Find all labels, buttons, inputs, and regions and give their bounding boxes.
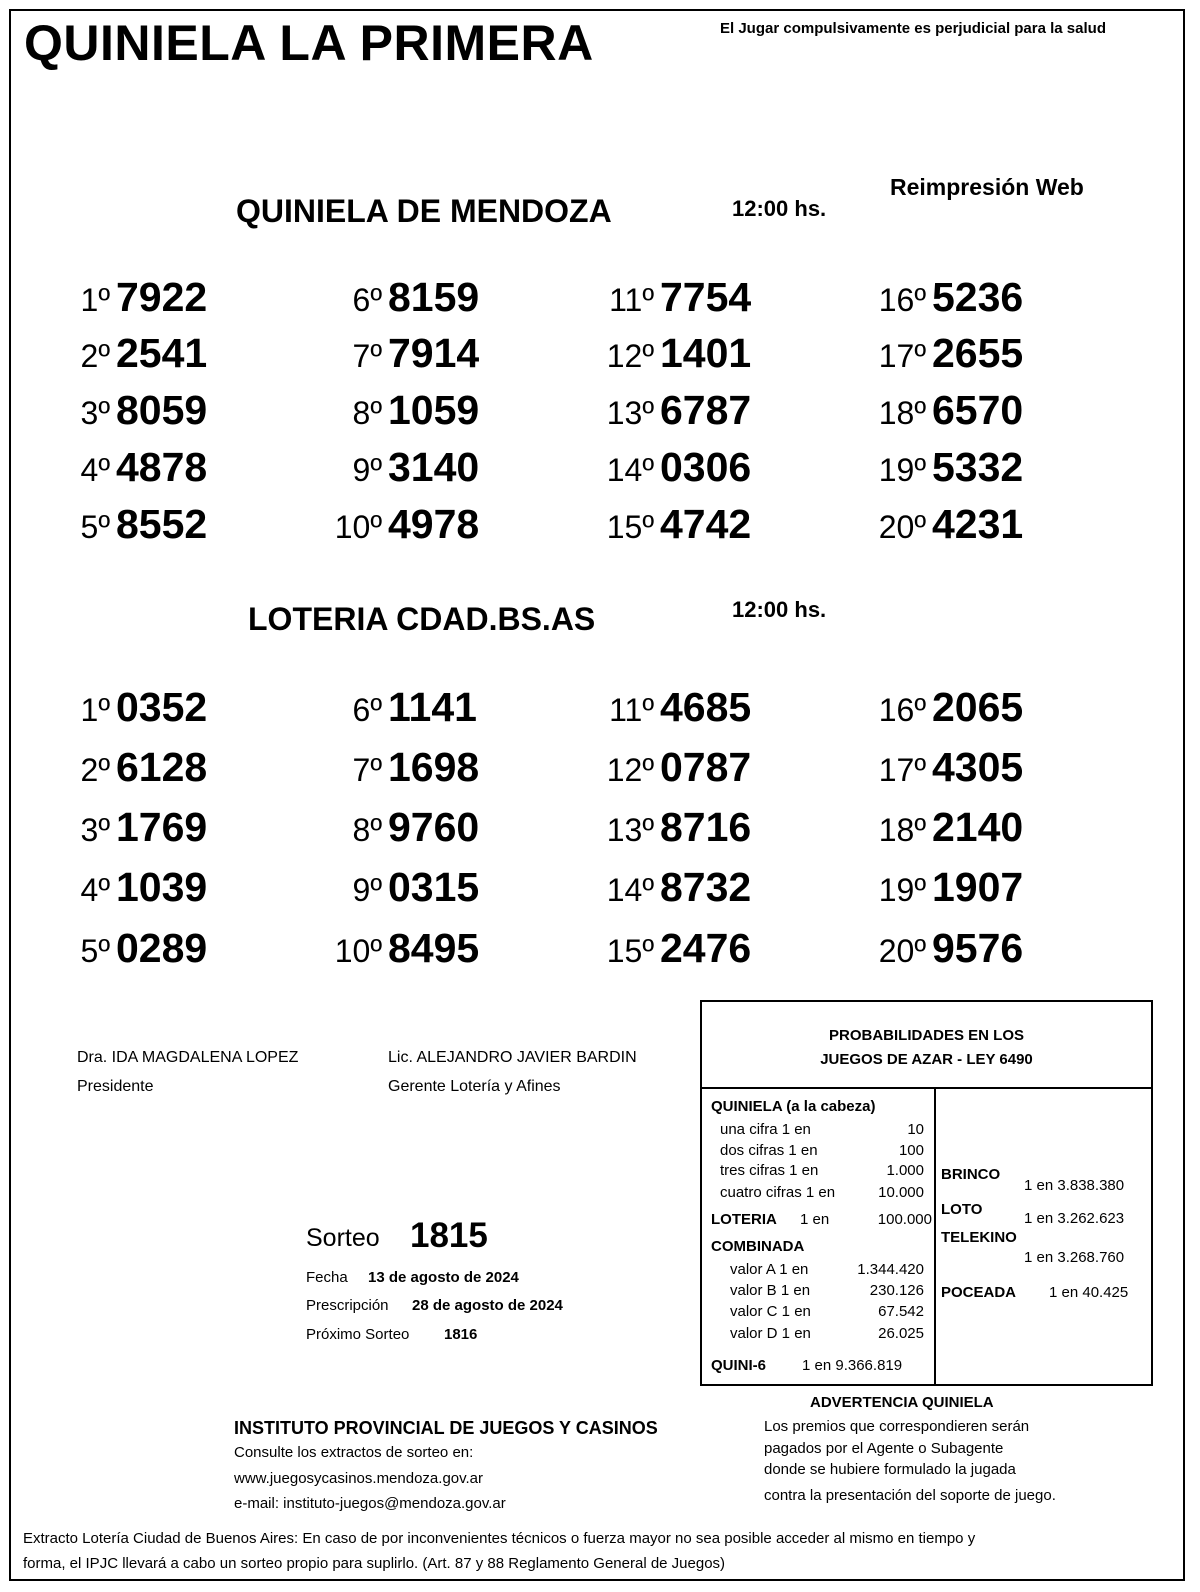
result-cell xyxy=(866,387,1023,434)
result-position: 8º xyxy=(352,812,382,848)
result-number: 0306 xyxy=(660,444,752,490)
result-cell xyxy=(322,274,479,321)
combinada-prob-row-label: valor A 1 en xyxy=(730,1261,809,1278)
result-cell xyxy=(594,387,751,434)
result-cell xyxy=(594,444,751,491)
result-cell xyxy=(322,925,479,972)
result-cell xyxy=(594,501,751,548)
prescripcion-value: 28 de agosto de 2024 xyxy=(412,1297,563,1314)
result-cell xyxy=(50,684,207,731)
result-position: 9º xyxy=(352,872,382,908)
brinco-prob-label: BRINCO xyxy=(941,1166,1001,1183)
result-cell xyxy=(594,864,751,911)
result-cell xyxy=(594,330,751,377)
result-position: 14º xyxy=(606,452,654,488)
quiniela-prob-row-value: 10 xyxy=(907,1121,924,1138)
advertencia-line: donde se hubiere formulado la jugada xyxy=(764,1461,1016,1478)
result-position: 10º xyxy=(334,509,382,545)
result-position: 19º xyxy=(878,452,926,488)
result-position: 3º xyxy=(80,395,110,431)
result-cell xyxy=(50,274,207,321)
result-position: 13º xyxy=(606,812,654,848)
fecha-value: 13 de agosto de 2024 xyxy=(368,1269,519,1286)
result-position: 11º xyxy=(609,282,654,318)
result-cell xyxy=(50,804,207,851)
loteria-prob-label: LOTERIA xyxy=(711,1211,777,1228)
result-number: 4231 xyxy=(932,501,1024,547)
quini6-prob-label: QUINI-6 xyxy=(711,1357,767,1374)
result-cell xyxy=(866,925,1023,972)
instituto-title: INSTITUTO PROVINCIAL DE JUEGOS Y CASINOS xyxy=(234,1418,658,1438)
result-position: 12º xyxy=(606,338,654,374)
advertencia-title: ADVERTENCIA QUINIELA xyxy=(810,1394,994,1411)
poceada-prob-label: POCEADA xyxy=(941,1284,1017,1301)
signature-left-name: Dra. IDA MAGDALENA LOPEZ xyxy=(77,1049,299,1066)
result-position: 5º xyxy=(80,509,110,545)
result-number: 4878 xyxy=(116,444,208,490)
result-cell xyxy=(50,744,207,791)
result-number: 8059 xyxy=(116,387,208,433)
result-number: 1907 xyxy=(932,864,1024,910)
result-number: 8159 xyxy=(388,274,480,320)
result-number: 4685 xyxy=(660,684,752,730)
result-cell xyxy=(322,744,479,791)
result-number: 1769 xyxy=(116,804,208,850)
probabilities-title xyxy=(700,1024,1153,1072)
result-position: 15º xyxy=(606,509,654,545)
result-position: 16º xyxy=(878,282,926,318)
fecha-label: Fecha xyxy=(306,1269,348,1286)
result-position: 20º xyxy=(878,509,926,545)
result-number: 8495 xyxy=(388,925,480,971)
result-number: 2140 xyxy=(932,804,1024,850)
result-number: 1141 xyxy=(388,684,477,730)
telekino-prob-label: TELEKINO xyxy=(941,1229,1017,1246)
page-title: QUINIELA LA PRIMERA xyxy=(24,15,594,71)
result-position: 18º xyxy=(878,395,926,431)
quiniela-prob-row-value: 100 xyxy=(898,1142,924,1159)
result-position: 2º xyxy=(80,338,110,374)
result-position: 7º xyxy=(352,338,382,374)
quiniela-prob-row-label: cuatro cifras 1 en xyxy=(720,1184,836,1201)
ciudad-time: 12:00 hs. xyxy=(732,597,827,622)
result-number: 2541 xyxy=(116,330,208,376)
result-cell xyxy=(594,274,751,321)
result-position: 19º xyxy=(878,872,926,908)
result-number: 5236 xyxy=(932,274,1024,320)
instituto-line1: Consulte los extractos de sorteo en: xyxy=(234,1444,474,1461)
result-cell xyxy=(594,744,751,791)
result-cell xyxy=(322,387,479,434)
result-cell xyxy=(594,925,751,972)
result-number: 2476 xyxy=(660,925,752,971)
result-number: 9760 xyxy=(388,804,480,850)
loto-prob-value: 1 en 3.262.623 xyxy=(1024,1210,1125,1227)
poceada-prob-value: 1 en 40.425 xyxy=(1049,1284,1129,1301)
result-number: 4305 xyxy=(932,744,1024,790)
result-position: 17º xyxy=(878,338,926,374)
result-cell xyxy=(866,330,1023,377)
result-cell xyxy=(866,274,1023,321)
result-number: 2065 xyxy=(932,684,1024,730)
result-position: 12º xyxy=(606,752,654,788)
combinada-prob-row-value: 230.126 xyxy=(869,1282,924,1299)
result-cell xyxy=(866,501,1023,548)
result-number: 0315 xyxy=(388,864,480,910)
combinada-prob-title: COMBINADA xyxy=(711,1238,805,1255)
result-number: 4742 xyxy=(660,501,752,547)
result-number: 7922 xyxy=(116,274,208,320)
result-number: 8716 xyxy=(660,804,752,850)
result-position: 10º xyxy=(334,933,382,969)
reprint-label: Reimpresión Web xyxy=(890,174,1084,200)
combinada-prob-row-label: valor D 1 en xyxy=(730,1325,811,1342)
footer-line1: Extracto Lotería Ciudad de Buenos Aires: En caso de por inconvenientes técnicos o fuerza mayor no sea posible acceder al mismo en tiempo y xyxy=(23,1530,976,1547)
combinada-prob-row-value: 1.344.420 xyxy=(857,1261,924,1278)
instituto-website: www.juegosycasinos.mendoza.gov.ar xyxy=(234,1470,484,1487)
result-cell xyxy=(322,501,479,548)
result-position: 1º xyxy=(80,692,110,728)
result-number: 6128 xyxy=(116,744,208,790)
gambling-warning: El Jugar compulsivamente es perjudicial para la salud xyxy=(720,20,1106,37)
result-position: 17º xyxy=(878,752,926,788)
result-number: 8552 xyxy=(116,501,208,547)
telekino-prob-value: 1 en 3.268.760 xyxy=(1024,1249,1125,1266)
result-number: 6787 xyxy=(660,387,752,433)
advertencia-line: pagados por el Agente o Subagente xyxy=(764,1440,1004,1457)
result-position: 15º xyxy=(606,933,654,969)
result-position: 2º xyxy=(80,752,110,788)
result-cell xyxy=(50,864,207,911)
result-cell xyxy=(322,864,479,911)
result-position: 6º xyxy=(352,282,382,318)
result-number: 1698 xyxy=(388,744,480,790)
result-number: 1401 xyxy=(660,330,752,376)
result-cell xyxy=(322,444,479,491)
combinada-prob-row-label: valor B 1 en xyxy=(730,1282,811,1299)
result-position: 1º xyxy=(80,282,110,318)
result-cell xyxy=(866,864,1023,911)
result-number: 1039 xyxy=(116,864,208,910)
result-cell xyxy=(866,444,1023,491)
result-number: 0289 xyxy=(116,925,208,971)
quiniela-prob-row-label: dos cifras 1 en xyxy=(720,1142,818,1159)
result-number: 4978 xyxy=(388,501,480,547)
result-number: 5332 xyxy=(932,444,1024,490)
result-number: 2655 xyxy=(932,330,1024,376)
result-number: 6570 xyxy=(932,387,1024,433)
result-cell xyxy=(50,444,207,491)
result-number: 9576 xyxy=(932,925,1024,971)
result-position: 18º xyxy=(878,812,926,848)
instituto-email: e-mail: instituto-juegos@mendoza.gov.ar xyxy=(234,1495,506,1512)
result-cell xyxy=(594,684,751,731)
result-position: 8º xyxy=(352,395,382,431)
combinada-prob-row-value: 67.542 xyxy=(878,1303,924,1320)
brinco-prob-value: 1 en 3.838.380 xyxy=(1024,1177,1125,1194)
advertencia-line: Los premios que correspondieren serán xyxy=(764,1418,1030,1435)
result-cell xyxy=(594,804,751,851)
quiniela-prob-title: QUINIELA (a la cabeza) xyxy=(711,1098,876,1115)
result-cell xyxy=(322,330,479,377)
result-number: 8732 xyxy=(660,864,752,910)
result-number: 7754 xyxy=(660,274,752,320)
signature-right-role: Gerente Lotería y Afines xyxy=(388,1078,561,1095)
quiniela-prob-row-label: una cifra 1 en xyxy=(720,1121,811,1138)
sorteo-label: Sorteo xyxy=(306,1224,380,1252)
prescripcion-label: Prescripción xyxy=(306,1297,389,1314)
result-position: 6º xyxy=(352,692,382,728)
mendoza-title: QUINIELA DE MENDOZA xyxy=(236,193,612,229)
probabilities-title-line1: PROBABILIDADES EN LOS xyxy=(828,1027,1024,1044)
probabilities-title-line2: JUEGOS DE AZAR - LEY 6490 xyxy=(820,1051,1033,1068)
result-number: 1059 xyxy=(388,387,480,433)
result-number: 0352 xyxy=(116,684,208,730)
advertencia-line: contra la presentación del soporte de juego. xyxy=(764,1487,1056,1504)
loto-prob-label: LOTO xyxy=(941,1201,983,1218)
result-position: 4º xyxy=(80,872,110,908)
quiniela-prob-row-value: 10.000 xyxy=(878,1184,924,1201)
result-position: 7º xyxy=(352,752,382,788)
result-cell xyxy=(322,684,477,731)
result-position: 16º xyxy=(878,692,926,728)
quiniela-prob-row-value: 1.000 xyxy=(886,1162,924,1179)
result-position: 4º xyxy=(80,452,110,488)
combinada-prob-row-label: valor C 1 en xyxy=(730,1303,811,1320)
result-cell xyxy=(50,330,207,377)
ciudad-title: LOTERIA CDAD.BS.AS xyxy=(248,601,596,637)
quiniela-prob-row-label: tres cifras 1 en xyxy=(720,1162,819,1179)
result-position: 20º xyxy=(878,933,926,969)
result-position: 3º xyxy=(80,812,110,848)
combinada-prob-row-value: 26.025 xyxy=(878,1325,924,1342)
probabilities-divider xyxy=(934,1089,936,1384)
result-cell xyxy=(866,804,1023,851)
result-position: 9º xyxy=(352,452,382,488)
result-number: 0787 xyxy=(660,744,752,790)
footer-line2: forma, el IPJC llevará a cabo un sorteo propio para suplirlo. (Art. 87 y 88 Reglamento General de Juegos) xyxy=(23,1555,726,1572)
result-cell xyxy=(866,684,1023,731)
result-cell xyxy=(50,387,207,434)
result-cell xyxy=(866,744,1023,791)
proximo-value: 1816 xyxy=(444,1326,478,1343)
result-position: 14º xyxy=(606,872,654,908)
quini6-prob-value: 1 en 9.366.819 xyxy=(802,1357,903,1374)
signature-right-name: Lic. ALEJANDRO JAVIER BARDIN xyxy=(388,1049,637,1066)
result-cell xyxy=(322,804,479,851)
mendoza-time: 12:00 hs. xyxy=(732,196,827,221)
loteria-prob-value: 100.000 xyxy=(877,1211,932,1228)
result-cell xyxy=(50,501,207,548)
signature-left-role: Presidente xyxy=(77,1078,154,1095)
result-position: 5º xyxy=(80,933,110,969)
sorteo-number: 1815 xyxy=(410,1216,488,1255)
loteria-prob-en: 1 en xyxy=(800,1211,830,1228)
result-cell xyxy=(50,925,207,972)
result-number: 7914 xyxy=(388,330,480,376)
result-number: 3140 xyxy=(388,444,480,490)
result-position: 13º xyxy=(606,395,654,431)
result-position: 11º xyxy=(609,692,654,728)
proximo-label: Próximo Sorteo xyxy=(306,1326,410,1343)
